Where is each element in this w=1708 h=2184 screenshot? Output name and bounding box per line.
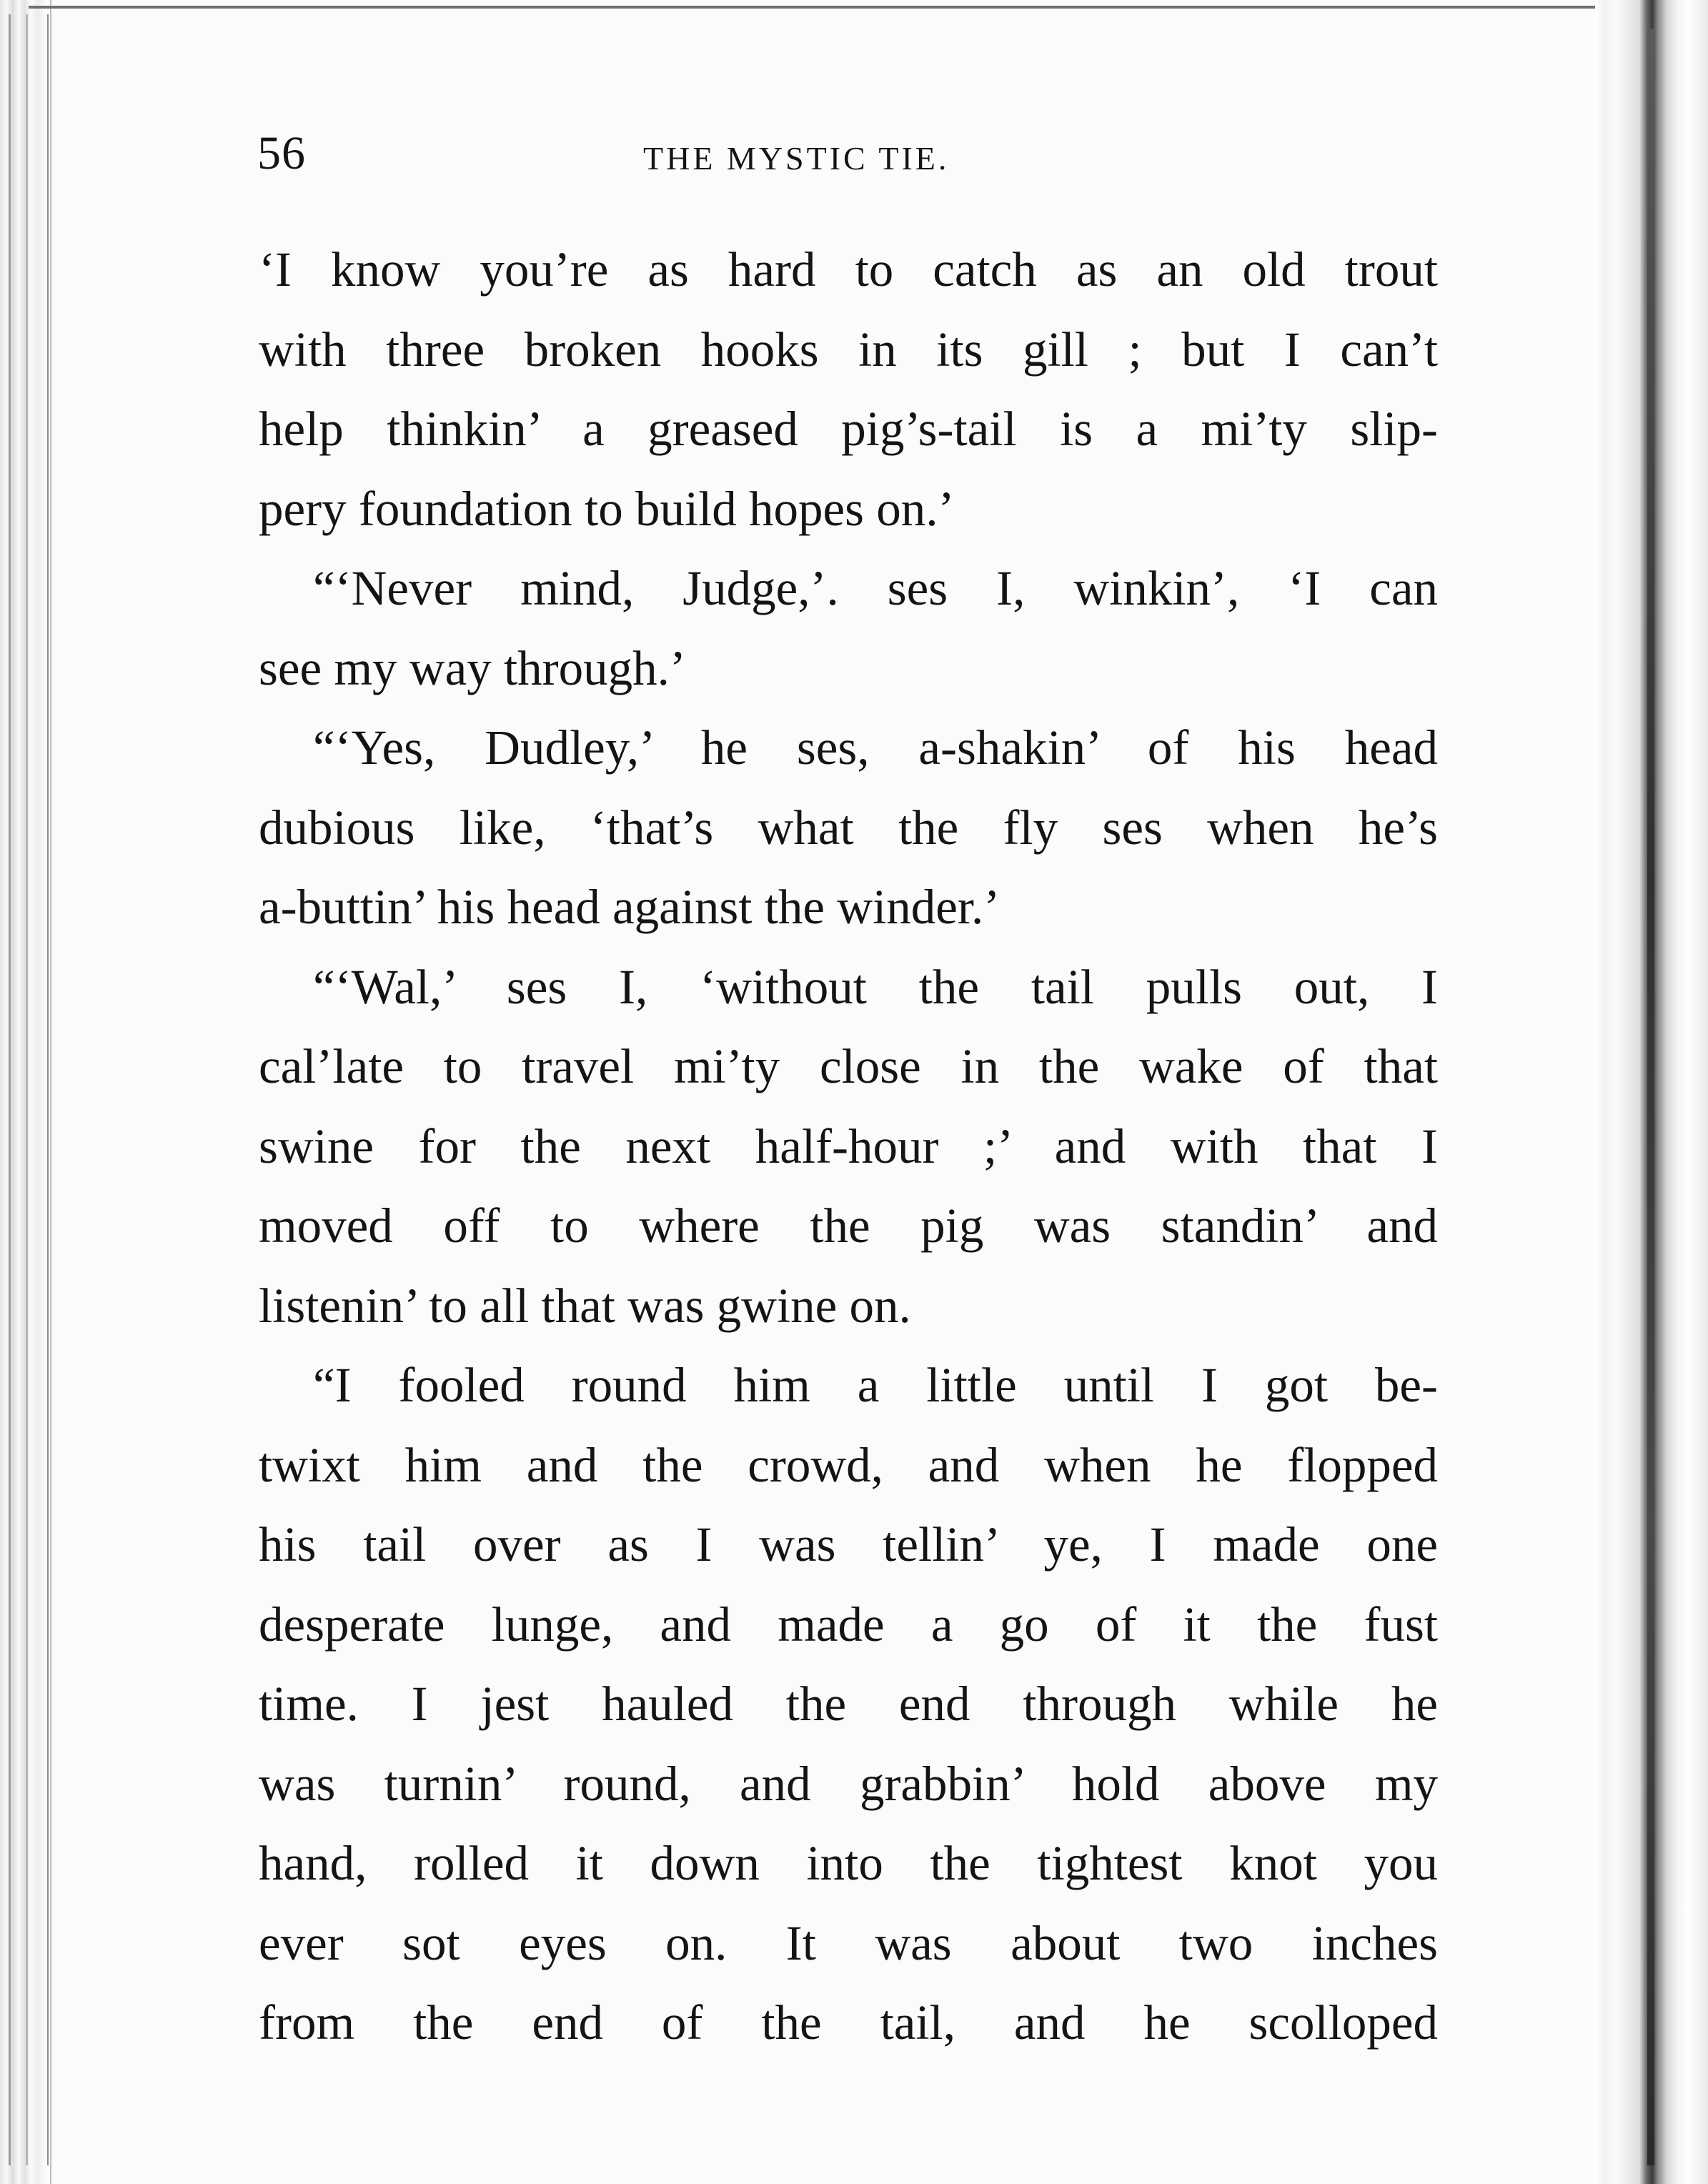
running-head [257, 121, 1444, 186]
text-line: moved off to where the pig was standin’ and [259, 1198, 1438, 1253]
text-line: his tail over as I was tellin’ ye, I made one [259, 1517, 1438, 1572]
gutter-line [47, 14, 49, 2165]
text-line: twixt him and the crowd, and when he flopped [259, 1437, 1438, 1492]
text-line: pery foundation to build hopes on.’ [259, 481, 955, 536]
page-top-edge [29, 6, 1622, 9]
text-line: desperate lunge, and made a go of it the fust [259, 1597, 1438, 1652]
text-line: time. I jest hauled the end through while he [259, 1677, 1438, 1731]
text-line: “‘Never mind, Judge,’. ses I, winkin’, ‘I can [313, 561, 1438, 615]
gutter-line [9, 14, 11, 2165]
text-line: listenin’ to all that was gwine on. [259, 1278, 911, 1333]
text-line: “‘Yes, Dudley,’ he ses, a-shakin’ of his head [313, 720, 1438, 775]
text-line: ever sot eyes on. It was about two inches [259, 1915, 1438, 1970]
body-text [259, 230, 1438, 2063]
text-line: ‘I know you’re as hard to catch as an old trout [259, 242, 1438, 297]
text-line: “I fooled round him a little until I got be- [313, 1358, 1438, 1412]
page-gutter-edge [0, 0, 51, 2184]
text-line: with three broken hooks in its gill ; but I can’t [259, 322, 1438, 377]
page-number: 56 [257, 127, 306, 179]
text-line: hand, rolled it down into the tightest knot you [259, 1836, 1438, 1890]
text-line: dubious like, ‘that’s what the fly ses when he’s [259, 800, 1438, 855]
text-line: cal’late to travel mi’ty close in the wake of that [259, 1039, 1438, 1093]
text-line: “‘Wal,’ ses I, ‘without the tail pulls out, I [313, 959, 1438, 1014]
text-line: was turnin’ round, and grabbin’ hold above my [259, 1756, 1438, 1811]
page-binding-shadow [1647, 29, 1654, 2165]
text-line: from the end of the tail, and he scolloped [259, 1995, 1438, 2050]
text-line: swine for the next half-hour ;’ and with that I [259, 1118, 1438, 1173]
running-title: THE MYSTIC TIE. [643, 140, 950, 177]
text-line: see my way through.’ [259, 640, 686, 695]
gutter-line [26, 14, 28, 2165]
text-line: help thinkin’ a greased pig’s-tail is a mi’ty slip- [259, 402, 1438, 456]
text-line: a-buttin’ his head against the winder.’ [259, 880, 1001, 934]
